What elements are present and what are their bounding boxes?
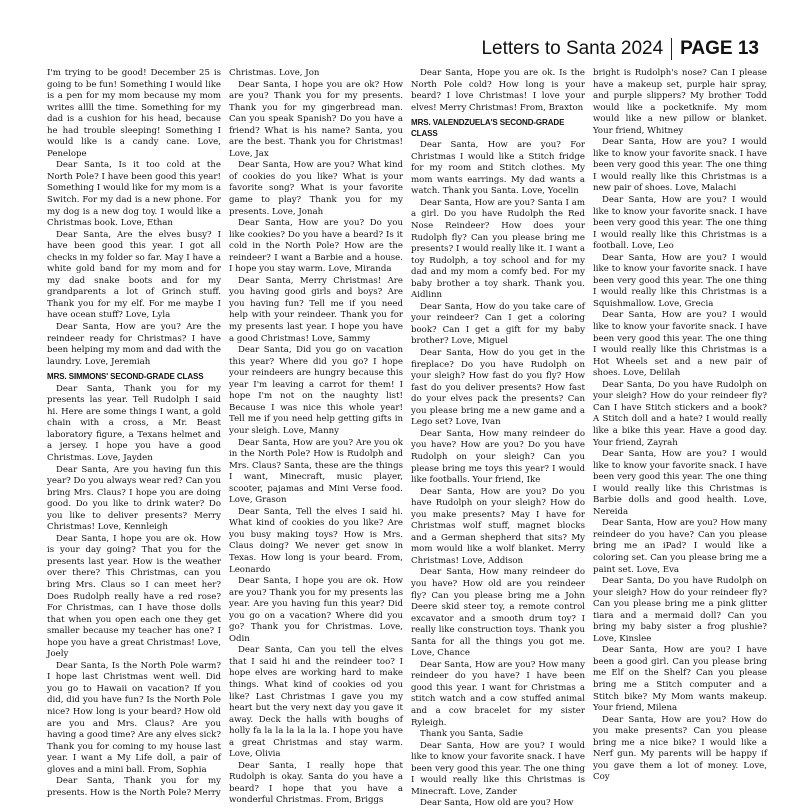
letter-paragraph: Dear Santa, Are you having fun this year? Do you always wear red? Can you bring Mrs. Claus? I hope you are doing good. Do you like to drink water? Do you like to deliver presents? Merry Christmas! Love, Kennleigh xyxy=(47,464,221,533)
letter-paragraph: Dear Santa, How are you? I would like to know your favorite snack. I have been very good this year. The one thing I would really like this Christmas is a Squishmallow. Love, Grecia xyxy=(593,252,767,309)
letter-paragraph: Dear Santa, How are you? Do you like cookies? Do you have a beard? Is it cold in the North Pole? How are the reindeer? I want a Barbie and a house. I hope you stay warm. Love, Miranda xyxy=(229,218,403,275)
letter-paragraph: Dear Santa, How are you? I would like to know your favorite snack. I have been very good this year. The one thing I would really like this Christmas is Minecraft. Love, Zander xyxy=(411,740,585,797)
letter-paragraph: Dear Santa, How are you? Santa I am a girl. Do you have Rudolph the Red Nose Reindeer? How does your Rudolph fly? Can you please bring me presents? I would really like it. I want a toy Rudolph, a toy school and for my dad and my mom a comfy bed. For my baby brother a toy shark. Thank you. Aidlinn xyxy=(411,197,585,301)
letter-paragraph: Dear Santa, How are you? How many reindeer do you have? Can you please bring me an iPad? I would like a coloring set. Can you please bring me a paint set. Love, Eva xyxy=(593,518,767,575)
column-4 xyxy=(593,68,767,783)
letter-paragraph: Dear Santa, I hope you are ok. How is your day going? That you for the presents last year. How is the weather over there? This Christmas, can you bring Mrs. Claus so I can meet her? Does Rudolph really have a red rose? For Christmas, can I have those dolls that when you open each one they get smaller because my teacher has one? I hope you have a great Christmas! Love, Joely xyxy=(47,533,221,660)
letter-paragraph: Dear Santa, How are you? How many reindeer do you have? I have been good this year. I want for Christmas a stitch watch and a cow stuffed animal and a cow bracelet for my sister Ryleigh. xyxy=(411,659,585,728)
column-2 xyxy=(229,68,403,806)
letter-paragraph: Dear Santa, Thank you for my presents. How is the North Pole? Merry xyxy=(47,776,221,798)
letter-paragraph: Dear Santa, I hope you are ok. How are you? Thank you for my presents las year. Are you having fun this year? Did you go on a vacation? Where did you go? Thank you for Christmas. Love, Odin xyxy=(229,576,403,644)
letter-paragraph: Dear Santa, How are you? For Christmas I would like a Stitch fridge for my room and Stitch clothes. My mom wants earrings. My dad wants a watch. Thank you Santa. Love, Yocelin xyxy=(411,140,585,197)
letter-paragraph: Dear Santa, How are you? Are the reindeer ready for Christmas? I have been helping my mom and dad with the laundry. Love, Jeremiah xyxy=(47,322,221,367)
section-title: Letters to Santa 2024 xyxy=(481,38,664,59)
letter-paragraph: Dear Santa, How are you? I would like to know your favorite snack. I have been very good this year. The one thing I would really like this Christmas is a football. Love, Leo xyxy=(593,195,767,252)
letter-paragraph: Dear Santa, Do you have Rudolph on your sleigh? How do your reindeer fly? Can you please bring me a pink glitter tiara and a mermaid doll? Can you bring my baby sister a frog plushie? Love, Kinslee xyxy=(593,576,767,644)
letter-paragraph: Dear Santa, How are you? I would like to know your favorite snack. I have been very good this year. The one thing I would really like this Christmas is Barbie dolls and good health. Love, Nereida xyxy=(593,449,767,517)
class-heading: MRS. SIMMONS' SECOND-GRADE CLASS xyxy=(47,372,204,382)
letters-columns xyxy=(47,68,767,809)
page-number: PAGE 13 xyxy=(680,38,759,59)
letter-paragraph: Dear Santa, Do you have Rudolph on your sleigh? How do your reindeer fly? Can I have Stitch stickers and a book? A Stitch doll and a hate? I would really like a bike this year. Have a good day. Your friend, Zayrah xyxy=(593,379,767,448)
letter-paragraph: Christmas. Love, Jon xyxy=(229,68,320,78)
letter-paragraph: Dear Santa, How are you? I would like to know your favorite snack. I have been very good this year. The one thing I would really like this Christmas is a new pair of shoes. Love, Malachi xyxy=(593,137,767,194)
letter-paragraph: Dear Santa, How are you? Do you have Rudolph on your sleigh? How do you make presents? May I have for Christmas wolf stuff, magnet blocks and a German shepherd that sits? My mom would like a wolf blanket. Merry Christmas! Love, Addison xyxy=(411,486,585,566)
letter-paragraph: Dear Santa, Merry Christmas! Are you having good girls and boys? Are you having fun? Tell me if you need help with your reindeer. Thank you for my presents last year. I hope you have a good Christmas! Love, Sammy xyxy=(229,275,403,344)
letter-paragraph: Dear Santa, How old are you? How xyxy=(420,798,574,809)
letter-paragraph: Dear Santa, How are you? I would like to know your favorite snack. I have been very good this year. The one thing I would really like this Christmas is a Hot Wheels set and a new pair of shoes. Love, Delilah xyxy=(593,310,767,379)
column-1 xyxy=(47,68,221,798)
letter-paragraph: Dear Santa, Is it too cold at the North Pole? I have been good this year! Something I would like for my mom is a Switch. For my dad is a new phone. For my dog is a new dog toy. I would like a Christmas book. Love, Ethan xyxy=(47,160,221,229)
letter-paragraph: Dear Santa, How are you? How do you make presents? Can you please bring me a nice bike? I would like a Nerf gun. My parents will be happy if you gave them a lot of money. Love, Coy xyxy=(593,714,767,783)
letter-paragraph: Dear Santa, How do you get in the fireplace? Do you have Rudolph on your sleigh? How fast do you fly? How fast do you deliver presents? How fast do your elves pack the presents? Can you please bring me a new game and a Lego set? Love, Ivan xyxy=(411,348,585,428)
letter-paragraph: Dear Santa, How many reindeer do you have? How are you? Do you have Rudolph on your sleigh? Can you please bring me toys this year? I would like footballs. Your friend, Ike xyxy=(411,428,585,486)
letter-paragraph: Dear Santa, How are you? Are you ok in the North Pole? How is Rudolph and Mrs. Claus? Santa, these are the things I want, Minecraft, music player, scooter, pajamas and Mini Verse food. Love, Grason xyxy=(229,437,403,506)
page-header xyxy=(481,36,759,62)
letter-paragraph: Dear Santa, I hope you are ok? How are you? Thank you for my presents. Thank you for my gingerbread man. Can you speak Spanish? Do you have a friend? What is his name? Santa, you are the best. Thank you for Christmas! Love, Jax xyxy=(229,79,403,159)
letter-paragraph: Dear Santa, Is the North Pole warm? I hope last Christmas went well. Did you go to Hawaii on vacation? If you did, did you have fun? Is the North Pole nice? How long is your beard? How old are you and Mrs. Claus? Are you having a good time? Are any elves sick? Thank you for coming to my house last year. I want a My Life doll, a pair of gloves and a mini ball. From, Sophia xyxy=(47,660,221,775)
letter-paragraph: Dear Santa, How are you? I have been a good girl. Can you please bring me Elf on the Shelf? Can you please bring me a Stitch computer and a Stitch bike? My Mom wants makeup. Your friend, Milena xyxy=(593,645,767,714)
class-heading: MRS. VALENDZUELA'S SECOND-GRADE CLASS xyxy=(411,118,565,138)
column-3 xyxy=(411,68,585,809)
letter-paragraph: Dear Santa, How do you take care of your reindeer? Can I get a coloring book? Can I get a gift for my baby brother? Love, Miguel xyxy=(411,301,585,347)
letter-paragraph: Dear Santa, I really hope that Rudolph is okay. Santa do you have a beard? I hope that you have a wonderful Christmas. From, Briggs xyxy=(229,760,403,806)
header-divider xyxy=(671,38,672,60)
letter-paragraph: Dear Santa, Tell the elves I said hi. What kind of cookies do you like? Are you busy making toys? How is Mrs. Claus doing? We never get snow in Texas. How long is your beard. From, Leonardo xyxy=(229,506,403,575)
letter-paragraph: Dear Santa, Can you tell the elves that I said hi and the reindeer too? I hope elves are working hard to make things. What kind of cookies od you like? Last Christmas I gave you my heart but the very next day you gave it away. Deck the halls with boughs of holly fa la la la la la la. I hope you have a great Christmas and stay warm. Love, Olivia xyxy=(229,645,403,760)
letter-paragraph: Dear Santa, Thank you for my presents las year. Tell Rudolph I said hi. Here are some things I want, a gold chain with a cross, a Mr. Beast laboratory figure, a Texans helmet and a jersey. I hope you have a good Christmas. Love, Jayden xyxy=(47,383,221,463)
letter-paragraph: Dear Santa, How many reindeer do you have? How old are you reindeer fly? Can you please bring me a John Deere skid steer toy, a remote control excavator and a smooth drum toy? I really like construction toys. Thank you Santa for all the things you got me. Love, Chance xyxy=(411,567,585,659)
letter-paragraph: Dear Santa, Are the elves busy? I have been good this year. I got all checks in my folder so far. May I have a white gold band for my mom and for my dad snake boots and for my grandparents a lot of Grinch stuff. Thank you for my elf. For me maybe I have ocean stuff? Love, Lyla xyxy=(47,229,221,321)
letter-paragraph: I'm trying to be good! December 25 is going to be fun! Something I would like is a pen for my mom because my mom writes allll the time. Something for my dad is a cushion for his head, because he had trouble sleeping! Something I would like is a candy cane. Love, Penelope xyxy=(47,68,221,159)
letter-paragraph: Dear Santa, Did you go on vacation this year? Where did you go? I hope your reindeers are hungry because this year I'm leaving a carrot for them! I hope I'm not on the naughty list! Because I was nice this whole year! Tell me if you need help getting gifts in your sleigh. Love, Manny xyxy=(229,345,403,436)
letter-paragraph: bright is Rudolph's nose? Can I please have a makeup set, purple hair spray, and purple slippers? My brother Todd would like a pocketknife. My mom would like a new pillow or blanket. Your friend, Whitney xyxy=(593,68,767,136)
letter-paragraph: Thank you Santa, Sadie xyxy=(420,729,524,740)
letter-paragraph: Dear Santa, Hope you are ok. Is the North Pole cold? How long is your beard? I love Christmas! I love your elves! Merry Christmas! From, Braxton xyxy=(411,68,585,113)
letter-paragraph: Dear Santa, How are you? What kind of cookies do you like? What is your favorite song? What is your favorite game to play? Thank you for my presents. Love, Jonah xyxy=(229,160,403,217)
